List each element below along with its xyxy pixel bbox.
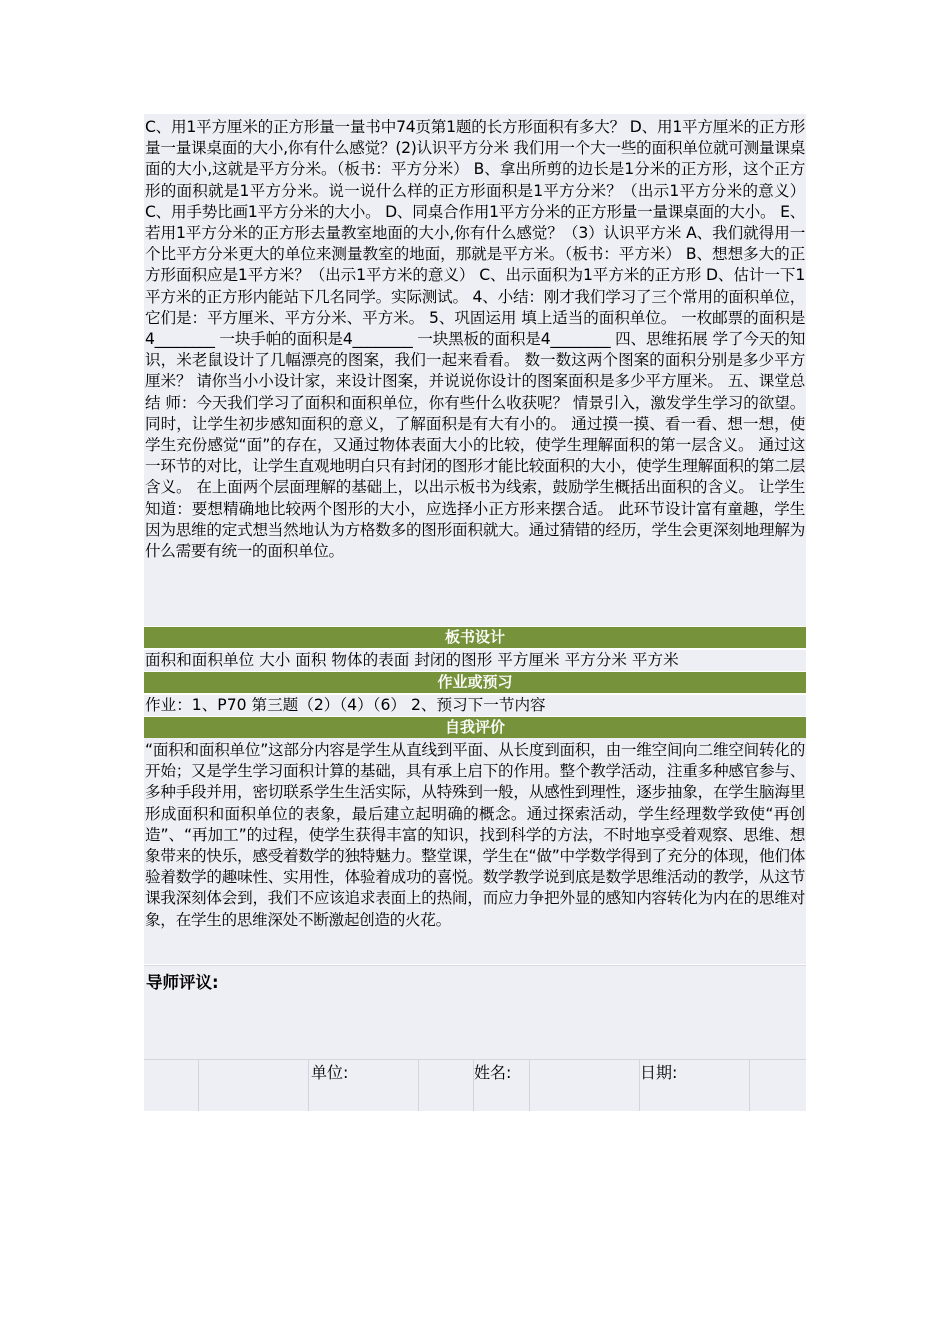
name-label: 姓名: xyxy=(474,1060,530,1111)
self-evaluation-content: “面积和面积单位”这部分内容是学生从直线到平面、从长度到面积，由一维空间向二维空间转化的开始；又是学生学习面积计算的基础，具有承上启下的作用。整个教学活动，注重多种感官参与、多种手段并用，密切联系学生生活实际，从特殊到一般，从感性到理性，逐步抽象，在学生脑海里形成面积和面积单位的表象，最后建立起明确的概念。通过探索活动，学生经理数学致使“再创造”、“再加工”的过程，使学生获得丰富的知识，找到科学的方法，不时地享受着观察、思维、想象带来的快乐，感受着数学的独特魅力。整堂课，学生在“做”中学数学得到了充分的体现，他们体验着数学的趣味性、实用性，体验着成功的喜悦。数学教学说到底是数学思维活动的教学，从这节课我深刻体会到，我们不应该追求表面上的热闹，而应力争把外显的感知内容转化为内在的思维对象，在学生的思维深处不断激起创造的火花。 xyxy=(144,738,806,964)
signature-cell-blank xyxy=(144,1060,199,1111)
unit-label: 单位: xyxy=(309,1060,419,1111)
teaching-process-text: C、用1平方厘米的正方形量一量书中74页第1题的长方形面积有多大？ D、用1平方厘米的正方形量一量课桌面的大小,你有什么感觉？(2)认识平方分米 我们用一个大一些的面积单位就可测量课桌面的大小,这就是平方分米。（板书：平方分米） B、拿出所剪的边长是1分米的正方形，这个正方形的面积就是1平方分米。说一说什么样的正方形面积是1平方分米？（出示1平方分米的意义） C、用手势比画1平方分米的大小。 D、同桌合作用1平方分米的正方形量一量课桌面的大小。 E、若用1平方分米的正方形去量教室地面的大小,你有什么感觉？（3）认识平方米 A、我们就得用一个比平方分米更大的单位来测量教室的地面，那就是平方米。（板书：平方米） B、想想多大的正方形面积应是1平方米？（出示1平方米的意义） C、出示面积为1平方米的正方形 D、估计一下1平方米的正方形内能站下几名同学。实际测试。 4、小结：刚才我们学习了三个常用的面积单位，它们是：平方厘米、平方分米、平方米。 5、巩固运用 填上适当的面积单位。 一枚邮票的面积是4________ 一块手帕的面积是4________ 一块黑板的面积是4________ 四、思维拓展 学了今天的知识，米老鼠设计了几幅漂亮的图案，我们一起来看看。 数一数这两个图案的面积分别是多少平方厘米？ 请你当小小设计家，来设计图案，并说说你设计的图案面积是多少平方厘米。 五、课堂总结 师：今天我们学习了面积和面积单位，你有些什么收获呢？ 情景引入，激发学生学习的欲望。同时，让学生初步感知面积的意义，了解面积是有大有小的。 通过摸一摸、看一看、想一想，使学生充份感觉“面”的存在，又通过物体表面大小的比较，使学生理解面积的第一层含义。 通过这一环节的对比，让学生直观地明白只有封闭的图形才能比较面积的大小，使学生理解面积的第二层含义。 在上面两个层面理解的基础上，以出示板书为线索，鼓励学生概括出面积的含义。 让学生知道：要想精确地比较两个图形的大小，应选择小正方形来摆合适。 此环节设计富有童趣，学生因为思维的定式想当然地认为方格数多的图形面积就大。通过猜错的经历，学生会更深刻地理解为什么需要有统一的面积单位。 xyxy=(144,114,806,626)
mentor-review-label: 导师评议: xyxy=(144,965,806,1002)
homework-content: 作业：1、P70 第三题（2）（4）（6） 2、预习下一节内容 xyxy=(144,695,806,716)
homework-header: 作业或预习 xyxy=(144,672,806,693)
lesson-plan-document xyxy=(144,114,806,1111)
date-value[interactable] xyxy=(750,1060,806,1111)
date-label: 日期: xyxy=(640,1060,750,1111)
board-design-content: 面积和面积单位 大小 面积 物体的表面 封闭的图形 平方厘米 平方分米 平方米 xyxy=(144,650,806,671)
signature-cell-blank xyxy=(199,1060,309,1111)
mentor-review-area xyxy=(144,1002,806,1059)
name-value[interactable] xyxy=(530,1060,640,1111)
self-evaluation-header: 自我评价 xyxy=(144,717,806,738)
signature-cell-blank xyxy=(419,1060,474,1111)
board-design-header: 板书设计 xyxy=(144,627,806,648)
signature-row xyxy=(144,1059,806,1111)
